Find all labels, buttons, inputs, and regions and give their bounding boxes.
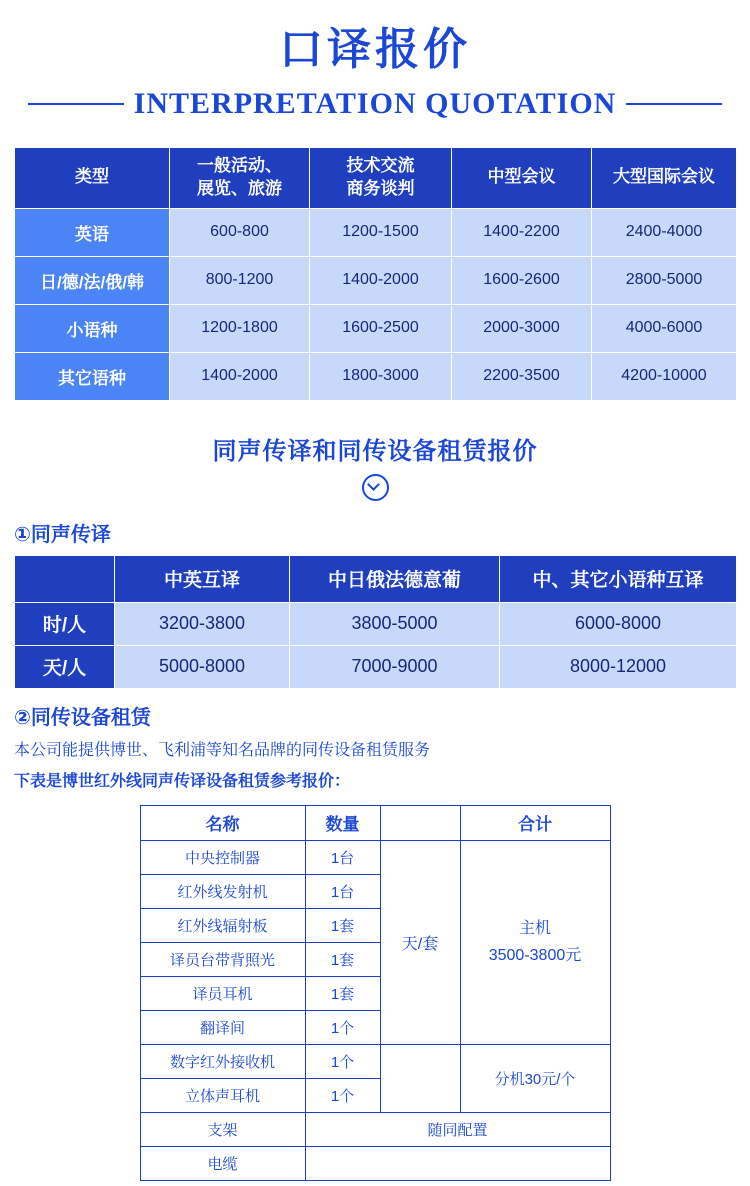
equip-name-ir-transmitter: 红外线发射机 — [140, 874, 305, 908]
main-price-table-wrap — [14, 147, 736, 401]
table-row — [15, 645, 737, 688]
col-header-type-line1: 类型 — [75, 167, 109, 187]
col-header-name: 名称 — [140, 805, 305, 840]
col-header-qty: 数量 — [305, 805, 380, 840]
equip-name-stereo-headset: 立体声耳机 — [140, 1078, 305, 1112]
col-header-technical-line1: 技术交流 — [346, 155, 415, 175]
equip-qty-stereo-headset: 1个 — [305, 1078, 380, 1112]
equip-name-interpreter-headset: 译员耳机 — [140, 976, 305, 1010]
col-header-empty — [15, 555, 115, 602]
col-header-total: 合计 — [460, 805, 610, 840]
cell-day-cn-other: 8000-12000 — [500, 645, 737, 688]
col-header-technical-line2: 商务谈判 — [346, 178, 415, 198]
equipment-paragraph-2: 下表是博世红外线同声传译设备租赁参考报价： — [14, 773, 351, 791]
chevron-down-circle-icon — [362, 474, 389, 501]
row-label-jp-de-fr-ru-kr: 日/德/法/俄/韩 — [15, 256, 170, 304]
chevron-down-circle-icon-wrap — [0, 474, 750, 506]
col-header-type — [15, 147, 170, 208]
equipment-paragraph-1: 本公司能提供博世、飞利浦等知名品牌的同传设备租赁服务 — [14, 741, 431, 759]
equip-qty-central-controller: 1台 — [305, 840, 380, 874]
subtitle-row — [0, 87, 750, 121]
cell-other-technical: 1800-3000 — [310, 352, 452, 400]
equip-qty-ir-radiator: 1套 — [305, 908, 380, 942]
page-subtitle: INTERPRETATION QUOTATION — [133, 86, 617, 120]
row-label-minor-languages: 小语种 — [15, 304, 170, 352]
cell-minor-technical: 1600-2500 — [310, 304, 452, 352]
col-header-general — [170, 147, 310, 208]
equip-qty-booth: 1个 — [305, 1010, 380, 1044]
page-header — [0, 0, 750, 121]
col-header-unit — [380, 805, 460, 840]
cell-hour-cn-multi: 3800-5000 — [290, 602, 500, 645]
col-header-cn-en: 中英互译 — [115, 555, 290, 602]
equip-name-interpreter-console: 译员台带背照光 — [140, 942, 305, 976]
cell-day-cn-en: 5000-8000 — [115, 645, 290, 688]
equipment-price-table — [140, 805, 611, 1181]
cell-hour-cn-en: 3200-3800 — [115, 602, 290, 645]
row-label-per-hour: 时/人 — [15, 602, 115, 645]
row-label-other-languages: 其它语种 — [15, 352, 170, 400]
equip-value-stand: 随同配置 — [305, 1112, 610, 1146]
cell-jp-technical: 1400-2000 — [310, 256, 452, 304]
table-row — [140, 1112, 610, 1146]
equip-name-booth: 翻译间 — [140, 1010, 305, 1044]
cell-minor-medium: 2000-3000 — [452, 304, 592, 352]
col-header-general-line2: 展览、旅游 — [197, 178, 282, 198]
equip-name-stand: 支架 — [140, 1112, 305, 1146]
table-row — [140, 1044, 610, 1078]
cell-other-medium: 2200-3500 — [452, 352, 592, 400]
cell-jp-medium: 1600-2600 — [452, 256, 592, 304]
cell-day-cn-multi: 7000-9000 — [290, 645, 500, 688]
equip-qty-interpreter-console: 1套 — [305, 942, 380, 976]
equip-value-cable — [305, 1146, 610, 1180]
cell-other-general: 1400-2000 — [170, 352, 310, 400]
cell-english-technical: 1200-1500 — [310, 208, 452, 256]
equip-unit-cell: 天/套 — [380, 840, 460, 1044]
page-title: 口译报价 — [279, 25, 471, 74]
col-header-technical — [310, 147, 452, 208]
row-label-english: 英语 — [15, 208, 170, 256]
col-header-general-line1: 一般活动、 — [197, 155, 282, 175]
cell-minor-large: 4000-6000 — [592, 304, 737, 352]
equip-qty-digital-receiver: 1个 — [305, 1044, 380, 1078]
table-row — [15, 602, 737, 645]
cell-hour-cn-other: 6000-8000 — [500, 602, 737, 645]
equip-name-cable: 电缆 — [140, 1146, 305, 1180]
equip-name-digital-receiver: 数字红外接收机 — [140, 1044, 305, 1078]
table-row — [15, 304, 737, 352]
divider-right — [626, 103, 722, 105]
equip-qty-ir-transmitter: 1台 — [305, 874, 380, 908]
equip-total-main-line1: 主机 — [518, 920, 551, 938]
col-header-large-meeting — [592, 147, 737, 208]
equip-total-main — [460, 840, 610, 1044]
simultaneous-table-wrap — [14, 555, 736, 689]
equip-name-ir-radiator: 红外线辐射板 — [140, 908, 305, 942]
cell-jp-general: 800-1200 — [170, 256, 310, 304]
equip-qty-interpreter-headset: 1套 — [305, 976, 380, 1010]
col-header-large-meeting-line1: 大型国际会议 — [613, 167, 715, 187]
cell-minor-general: 1200-1800 — [170, 304, 310, 352]
main-price-table — [14, 147, 737, 401]
subsection-title-equipment: ②同传设备租赁 — [14, 706, 151, 729]
section-title: 同声传译和同传设备租赁报价 — [212, 437, 538, 465]
table-header-row — [15, 555, 737, 602]
cell-english-large: 2400-4000 — [592, 208, 737, 256]
equip-name-central-controller: 中央控制器 — [140, 840, 305, 874]
equip-total-main-line2: 3500-3800元 — [488, 947, 582, 965]
table-row — [15, 256, 737, 304]
simultaneous-price-table — [14, 555, 737, 689]
cell-other-large: 4200-10000 — [592, 352, 737, 400]
table-row — [140, 840, 610, 874]
table-row — [15, 352, 737, 400]
table-header-row — [15, 147, 737, 208]
table-row — [140, 1146, 610, 1180]
col-header-cn-other: 中、其它小语种互译 — [500, 555, 737, 602]
table-row — [15, 208, 737, 256]
subsection-title-simultaneous: ①同声传译 — [14, 523, 111, 546]
cell-jp-large: 2800-5000 — [592, 256, 737, 304]
cell-english-medium: 1400-2200 — [452, 208, 592, 256]
equip-total-sub: 分机30元/个 — [460, 1044, 610, 1112]
table-header-row — [140, 805, 610, 840]
divider-left — [28, 103, 124, 105]
col-header-medium-meeting — [452, 147, 592, 208]
cell-english-general: 600-800 — [170, 208, 310, 256]
equipment-table-wrap — [0, 805, 750, 1181]
row-label-per-day: 天/人 — [15, 645, 115, 688]
equip-unit-cell-empty — [380, 1044, 460, 1112]
col-header-medium-meeting-line1: 中型会议 — [487, 167, 556, 187]
col-header-cn-multi: 中日俄法德意葡 — [290, 555, 500, 602]
